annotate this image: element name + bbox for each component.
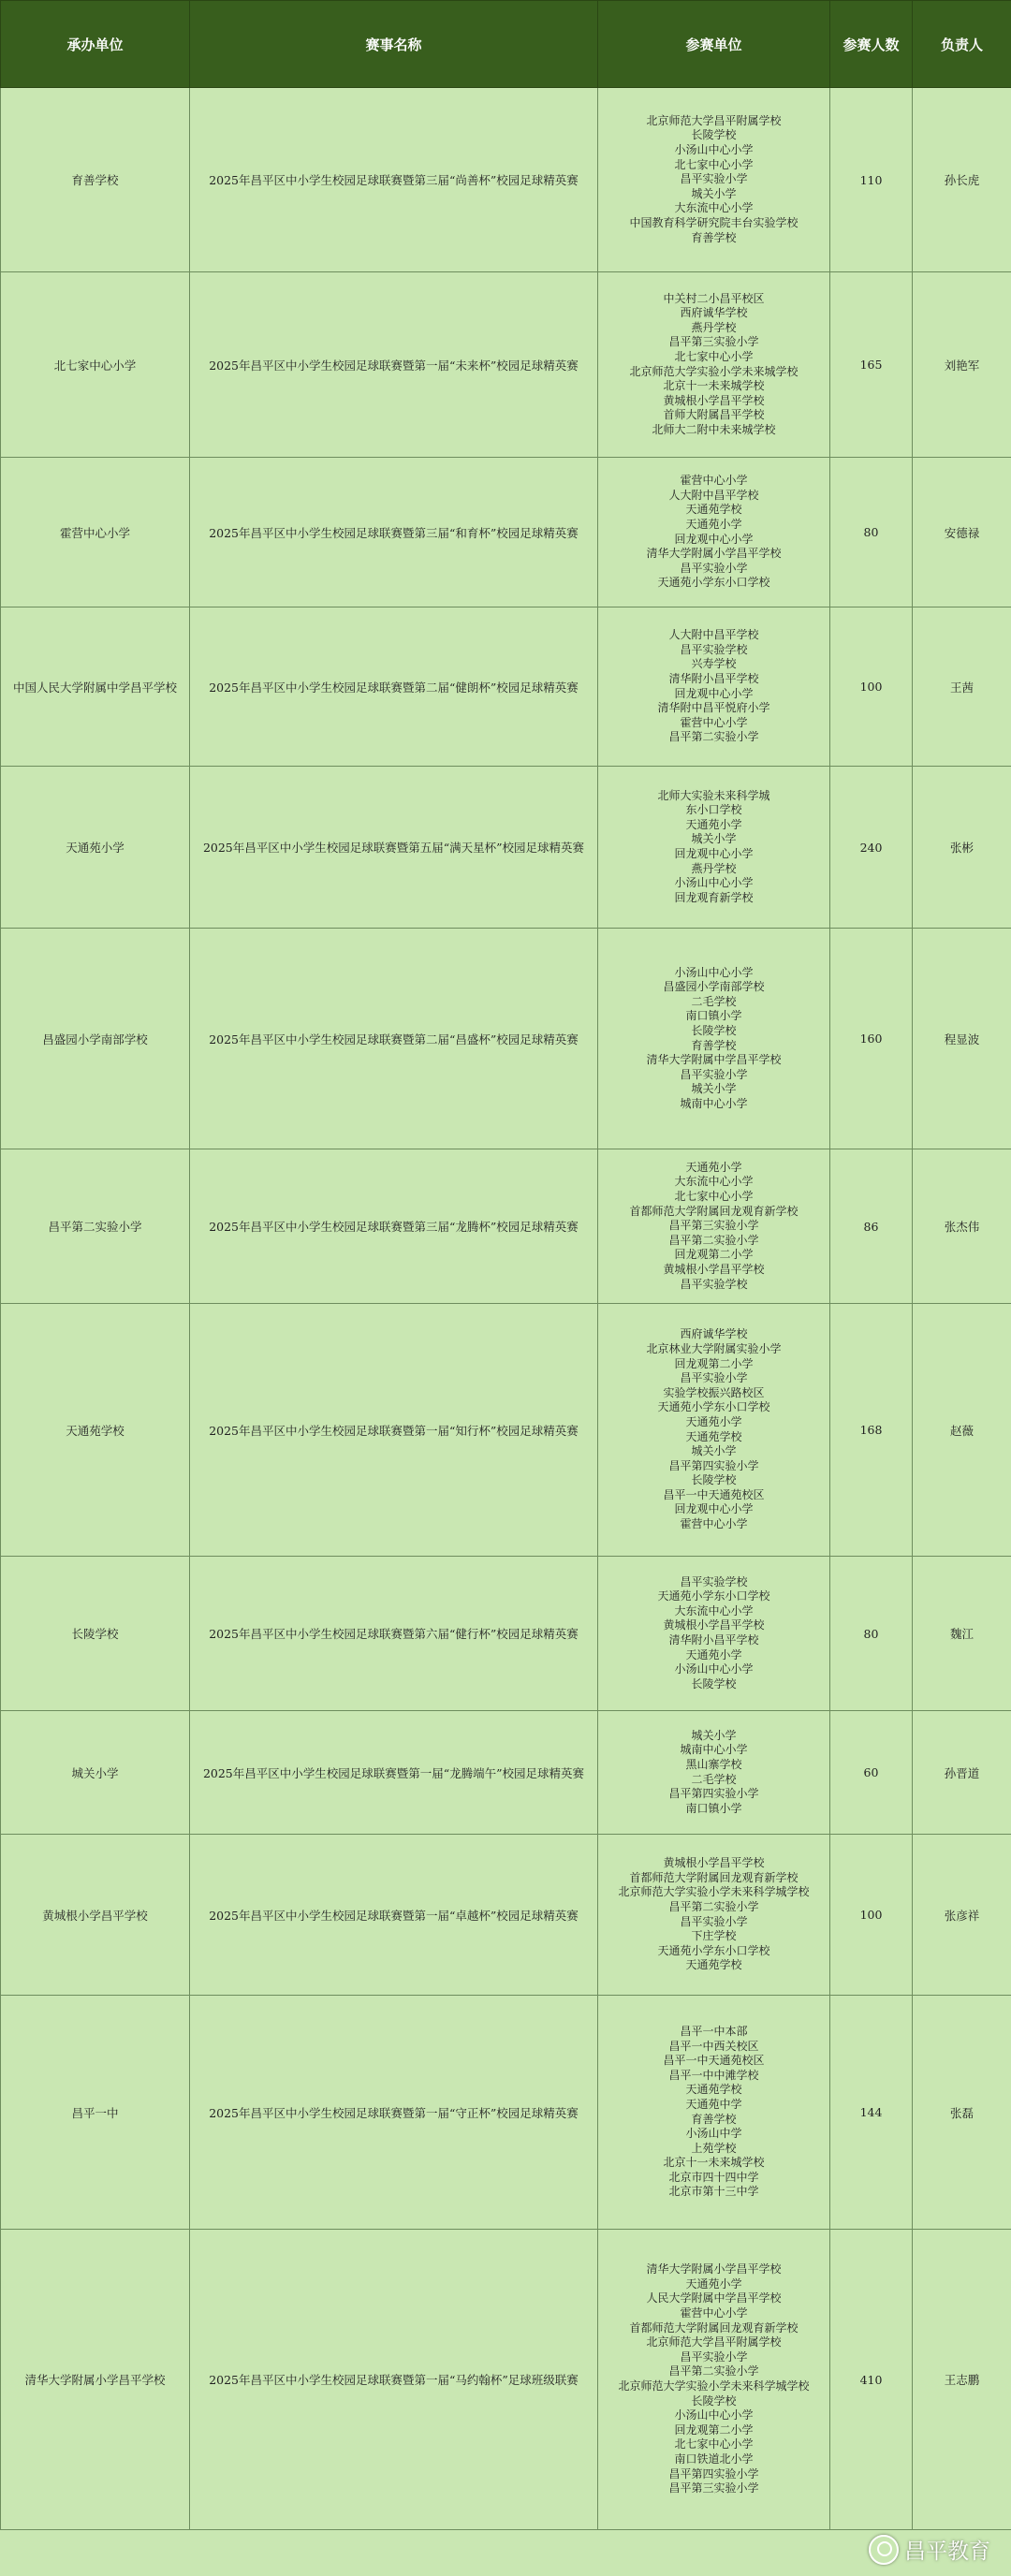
participant-unit: 北京十一未来城学校: [663, 2156, 765, 2170]
lead-cell: 王志鹏: [913, 2230, 1011, 2530]
participant-unit: 天通苑小学东小口学校: [657, 576, 770, 590]
participant-unit: 大东流中心小学: [674, 201, 754, 215]
participant-unit: 长陵学校: [691, 1023, 737, 1037]
participant-unit: 中国教育科学研究院丰台实验学校: [629, 215, 799, 229]
participant-unit: 城关小学: [691, 186, 737, 200]
participant-unit: 天通苑学校: [685, 503, 742, 517]
participant-unit: 长陵学校: [691, 1676, 737, 1690]
lead-cell: 刘艳军: [913, 272, 1011, 458]
host-cell: 中国人民大学附属中学昌平学校: [1, 607, 190, 767]
participant-unit: 昌平实验小学: [680, 1067, 748, 1081]
count-cell: 240: [830, 767, 913, 929]
participant-unit: 天通苑小学东小口学校: [657, 1400, 770, 1414]
watermark-text: 昌平教育: [904, 2539, 990, 2564]
units-cell: [598, 767, 830, 929]
participant-unit: 昌平第二实验小学: [668, 730, 759, 744]
event-cell: 2025年昌平区中小学生校园足球联赛暨第一届“知行杯”校园足球精英赛: [190, 1304, 598, 1557]
event-cell: 2025年昌平区中小学生校园足球联赛暨第六届“健行杯”校园足球精英赛: [190, 1557, 598, 1711]
table-row: [1, 1996, 1011, 2230]
participant-unit: 北七家中心小学: [674, 1190, 754, 1204]
participant-unit: 回龙观中心小学: [674, 532, 754, 546]
table-row: [1, 929, 1011, 1149]
participant-unit: 北京十一未来城学校: [663, 379, 765, 393]
participant-unit: 小汤山中心小学: [674, 143, 754, 157]
count-cell: 100: [830, 607, 913, 767]
units-cell: [598, 1149, 830, 1304]
participant-unit: 北七家中心小学: [674, 157, 754, 171]
participant-unit: 北七家中心小学: [674, 2437, 754, 2452]
header-lead: 负责人: [913, 1, 1011, 88]
host-cell: 昌平第二实验小学: [1, 1149, 190, 1304]
host-cell: 霍营中心小学: [1, 458, 190, 607]
count-cell: 80: [830, 1557, 913, 1711]
participant-unit: 东小口学校: [685, 803, 742, 817]
participant-unit: 西府诚华学校: [680, 306, 748, 320]
participant-unit: 昌平第三实验小学: [668, 2481, 759, 2496]
participant-unit: 回龙观中心小学: [674, 1502, 754, 1516]
count-cell: 160: [830, 929, 913, 1149]
lead-cell: 孙晋道: [913, 1711, 1011, 1835]
participant-unit: 北师大二附中未来城学校: [652, 422, 776, 436]
participant-unit: 昌平实验学校: [680, 1277, 748, 1291]
lead-cell: 张磊: [913, 1996, 1011, 2230]
event-cell: 2025年昌平区中小学生校园足球联赛暨第一届“未来杯”校园足球精英赛: [190, 272, 598, 458]
table-body: [1, 88, 1011, 2530]
units-cell: [598, 2230, 830, 2530]
participant-unit: 昌平一中天通苑校区: [663, 2054, 765, 2068]
participant-unit: 天通苑小学: [685, 517, 742, 531]
participant-unit: 实验学校振兴路校区: [663, 1385, 765, 1399]
participant-unit: 北京师范大学昌平附属学校: [646, 113, 782, 127]
count-cell: 144: [830, 1996, 913, 2230]
participant-unit: 昌平第二实验小学: [668, 2364, 759, 2378]
participant-unit: 燕丹学校: [691, 861, 737, 875]
event-cell: 2025年昌平区中小学生校园足球联赛暨第五届“满天星杯”校园足球精英赛: [190, 767, 598, 929]
participant-unit: 长陵学校: [691, 128, 737, 142]
event-cell: 2025年昌平区中小学生校园足球联赛暨第一届“龙腾端午”校园足球精英赛: [190, 1711, 598, 1835]
participant-unit: 黄城根小学昌平学校: [663, 1618, 765, 1632]
participant-unit: 小汤山中心小学: [674, 1662, 754, 1676]
lead-cell: 张彦祥: [913, 1835, 1011, 1996]
units-cell: [598, 458, 830, 607]
host-cell: 天通苑学校: [1, 1304, 190, 1557]
host-cell: 育善学校: [1, 88, 190, 272]
host-cell: 昌盛园小学南部学校: [1, 929, 190, 1149]
participant-unit: 天通苑学校: [685, 2083, 742, 2097]
count-cell: 80: [830, 458, 913, 607]
participant-unit: 上苑学校: [691, 2141, 737, 2155]
table-row: [1, 607, 1011, 767]
event-cell: 2025年昌平区中小学生校园足球联赛暨第二届“昌盛杯”校园足球精英赛: [190, 929, 598, 1149]
participant-unit: 首都师范大学附属回龙观育新学校: [629, 1204, 799, 1218]
participant-unit: 清华大学附属小学昌平学校: [646, 547, 782, 561]
participant-unit: 南口镇小学: [685, 1801, 742, 1815]
host-cell: 黄城根小学昌平学校: [1, 1835, 190, 1996]
count-cell: 60: [830, 1711, 913, 1835]
participant-unit: 霍营中心小学: [680, 2306, 748, 2320]
count-cell: 410: [830, 2230, 913, 2530]
participant-unit: 天通苑学校: [685, 1429, 742, 1443]
participant-unit: 北京市第十三中学: [668, 2185, 759, 2199]
participant-unit: 人大附中昌平学校: [668, 628, 759, 642]
participant-unit: 城南中心小学: [680, 1096, 748, 1110]
count-cell: 86: [830, 1149, 913, 1304]
participant-unit: 昌平实验小学: [680, 2349, 748, 2364]
event-cell: 2025年昌平区中小学生校园足球联赛暨第三届“龙腾杯”校园足球精英赛: [190, 1149, 598, 1304]
participant-unit: 霍营中心小学: [680, 1517, 748, 1531]
count-cell: 110: [830, 88, 913, 272]
participant-unit: 昌平实验学校: [680, 1574, 748, 1588]
participant-unit: 回龙观育新学校: [674, 890, 754, 904]
participant-unit: 北京市四十四中学: [668, 2170, 759, 2184]
lead-cell: 魏江: [913, 1557, 1011, 1711]
units-cell: [598, 272, 830, 458]
participant-unit: 天通苑小学: [685, 1160, 742, 1174]
lead-cell: 程显波: [913, 929, 1011, 1149]
event-cell: 2025年昌平区中小学生校园足球联赛暨第三届“和育杯”校园足球精英赛: [190, 458, 598, 607]
participant-unit: 北师大实验未来科学城: [657, 788, 770, 802]
participant-unit: 城关小学: [691, 1082, 737, 1096]
lead-cell: 赵薇: [913, 1304, 1011, 1557]
host-cell: 北七家中心小学: [1, 272, 190, 458]
participant-unit: 昌平实验小学: [680, 172, 748, 186]
participant-unit: 昌平第三实验小学: [668, 1219, 759, 1233]
table-header-row: [1, 1, 1011, 88]
units-cell: [598, 88, 830, 272]
participant-unit: 清华大学附属小学昌平学校: [646, 2262, 782, 2276]
participant-unit: 大东流中心小学: [674, 1175, 754, 1189]
participant-unit: 黄城根小学昌平学校: [663, 1262, 765, 1276]
participant-unit: 二毛学校: [691, 1772, 737, 1786]
participant-unit: 昌平一中西关校区: [668, 2039, 759, 2053]
header-units: 参赛单位: [598, 1, 830, 88]
participant-unit: 小汤山中心小学: [674, 876, 754, 890]
participant-unit: 清华附中昌平悦府小学: [657, 701, 770, 715]
participant-unit: 昌平第二实验小学: [668, 1899, 759, 1913]
table-row: [1, 767, 1011, 929]
event-cell: 2025年昌平区中小学生校园足球联赛暨第二届“健朗杯”校园足球精英赛: [190, 607, 598, 767]
participant-unit: 兴寿学校: [691, 657, 737, 671]
units-cell: [598, 1835, 830, 1996]
participant-unit: 北京林业大学附属实验小学: [646, 1341, 782, 1355]
participant-unit: 首都师范大学附属回龙观育新学校: [629, 1870, 799, 1884]
participant-unit: 城关小学: [691, 1444, 737, 1458]
participant-unit: 二毛学校: [691, 994, 737, 1008]
participant-unit: 西府诚华学校: [680, 1327, 748, 1341]
table-row: [1, 1711, 1011, 1835]
participant-unit: 回龙观第二小学: [674, 1248, 754, 1262]
participant-unit: 昌平实验小学: [680, 1371, 748, 1385]
units-cell: [598, 1304, 830, 1557]
count-cell: 100: [830, 1835, 913, 1996]
host-cell: 清华大学附属小学昌平学校: [1, 2230, 190, 2530]
participant-unit: 昌盛园小学南部学校: [663, 980, 765, 994]
participant-unit: 北京师范大学实验小学未来科学城学校: [618, 1885, 810, 1899]
count-cell: 165: [830, 272, 913, 458]
event-cell: 2025年昌平区中小学生校园足球联赛暨第三届“尚善杯”校园足球精英赛: [190, 88, 598, 272]
lead-cell: 张彬: [913, 767, 1011, 929]
participant-unit: 人大附中昌平学校: [668, 488, 759, 502]
participant-unit: 回龙观第二小学: [674, 2422, 754, 2437]
participant-unit: 城关小学: [691, 832, 737, 846]
participant-unit: 清华附小昌平学校: [668, 671, 759, 685]
header-host: 承办单位: [1, 1, 190, 88]
participant-unit: 昌平一中天通苑校区: [663, 1487, 765, 1501]
participant-unit: 天通苑小学东小口学校: [657, 1589, 770, 1603]
participant-unit: 城南中心小学: [680, 1743, 748, 1757]
participant-unit: 下庄学校: [691, 1929, 737, 1943]
participant-unit: 城关小学: [691, 1728, 737, 1742]
participant-unit: 北京师范大学实验小学未来科学城学校: [618, 2379, 810, 2393]
table-row: [1, 1835, 1011, 1996]
participant-unit: 育善学校: [691, 2112, 737, 2126]
header-count: 参赛人数: [830, 1, 913, 88]
participant-unit: 天通苑学校: [685, 1958, 742, 1972]
participant-unit: 昌平第二实验小学: [668, 1233, 759, 1247]
header-event: 赛事名称: [190, 1, 598, 88]
host-cell: 长陵学校: [1, 1557, 190, 1711]
table-row: [1, 88, 1011, 272]
participant-unit: 首师大附属昌平学校: [663, 408, 765, 422]
participant-unit: 昌平一中中滩学校: [668, 2068, 759, 2082]
host-cell: 城关小学: [1, 1711, 190, 1835]
participant-unit: 长陵学校: [691, 2393, 737, 2408]
participant-unit: 小汤山中心小学: [674, 2408, 754, 2422]
participant-unit: 小汤山中学: [685, 2127, 742, 2141]
participant-unit: 回龙观第二小学: [674, 1356, 754, 1370]
table-row: [1, 1304, 1011, 1557]
participant-unit: 昌平第四实验小学: [668, 1787, 759, 1801]
participant-unit: 天通苑小学: [685, 1414, 742, 1428]
participant-unit: 黄城根小学昌平学校: [663, 1856, 765, 1870]
participant-unit: 黑山寨学校: [685, 1757, 742, 1771]
participant-unit: 昌平第三实验小学: [668, 335, 759, 349]
participant-unit: 霍营中心小学: [680, 474, 748, 488]
participant-unit: 中关村二小昌平校区: [663, 291, 765, 305]
participant-unit: 小汤山中心小学: [674, 965, 754, 979]
participant-unit: 大东流中心小学: [674, 1603, 754, 1617]
participant-unit: 北京师范大学实验小学未来城学校: [629, 364, 799, 378]
participant-unit: 首都师范大学附属回龙观育新学校: [629, 2320, 799, 2334]
participant-unit: 人民大学附属中学昌平学校: [646, 2291, 782, 2305]
participant-unit: 长陵学校: [691, 1473, 737, 1487]
participant-unit: 育善学校: [691, 1038, 737, 1052]
table-row: [1, 272, 1011, 458]
lead-cell: 安德禄: [913, 458, 1011, 607]
participant-unit: 昌平第四实验小学: [668, 2466, 759, 2481]
units-cell: [598, 1557, 830, 1711]
wechat-channel-icon: [869, 2535, 899, 2565]
participant-unit: 霍营中心小学: [680, 715, 748, 729]
units-cell: [598, 1996, 830, 2230]
participant-unit: 昌平一中本部: [680, 2024, 748, 2038]
units-cell: [598, 1711, 830, 1835]
participant-unit: 天通苑中学: [685, 2097, 742, 2111]
participant-unit: 北七家中心小学: [674, 349, 754, 363]
host-cell: 昌平一中: [1, 1996, 190, 2230]
participant-unit: 天通苑小学: [685, 2276, 742, 2291]
participant-unit: 回龙观中心小学: [674, 847, 754, 860]
table-row: [1, 1149, 1011, 1304]
units-cell: [598, 929, 830, 1149]
participant-unit: 昌平第四实验小学: [668, 1458, 759, 1472]
participant-unit: 清华大学附属中学昌平学校: [646, 1053, 782, 1067]
participant-unit: 昌平实验小学: [680, 561, 748, 575]
table-row: [1, 1557, 1011, 1711]
participant-unit: 清华附小昌平学校: [668, 1633, 759, 1647]
participant-unit: 昌平实验学校: [680, 642, 748, 656]
watermark: [869, 2534, 990, 2565]
host-cell: 天通苑小学: [1, 767, 190, 929]
participant-unit: 天通苑小学: [685, 817, 742, 831]
participant-unit: 育善学校: [691, 230, 737, 244]
lead-cell: 张杰伟: [913, 1149, 1011, 1304]
participant-unit: 天通苑小学东小口学校: [657, 1943, 770, 1957]
participant-unit: 昌平实验小学: [680, 1914, 748, 1928]
table-row: [1, 2230, 1011, 2530]
event-cell: 2025年昌平区中小学生校园足球联赛暨第一届“马约翰杯”足球班级联赛: [190, 2230, 598, 2530]
event-cell: 2025年昌平区中小学生校园足球联赛暨第一届“卓越杯”校园足球精英赛: [190, 1835, 598, 1996]
participant-unit: 天通苑小学: [685, 1647, 742, 1661]
lead-cell: 孙长虎: [913, 88, 1011, 272]
units-cell: [598, 607, 830, 767]
participant-unit: 北京师范大学昌平附属学校: [646, 2335, 782, 2349]
event-cell: 2025年昌平区中小学生校园足球联赛暨第一届“守正杯”校园足球精英赛: [190, 1996, 598, 2230]
participant-unit: 南口镇小学: [685, 1009, 742, 1023]
participant-unit: 燕丹学校: [691, 320, 737, 334]
table-row: [1, 458, 1011, 607]
participant-unit: 黄城根小学昌平学校: [663, 393, 765, 407]
participant-unit: 回龙观中心小学: [674, 686, 754, 700]
lead-cell: 王茜: [913, 607, 1011, 767]
count-cell: 168: [830, 1304, 913, 1557]
participant-unit: 南口铁道北小学: [674, 2452, 754, 2466]
